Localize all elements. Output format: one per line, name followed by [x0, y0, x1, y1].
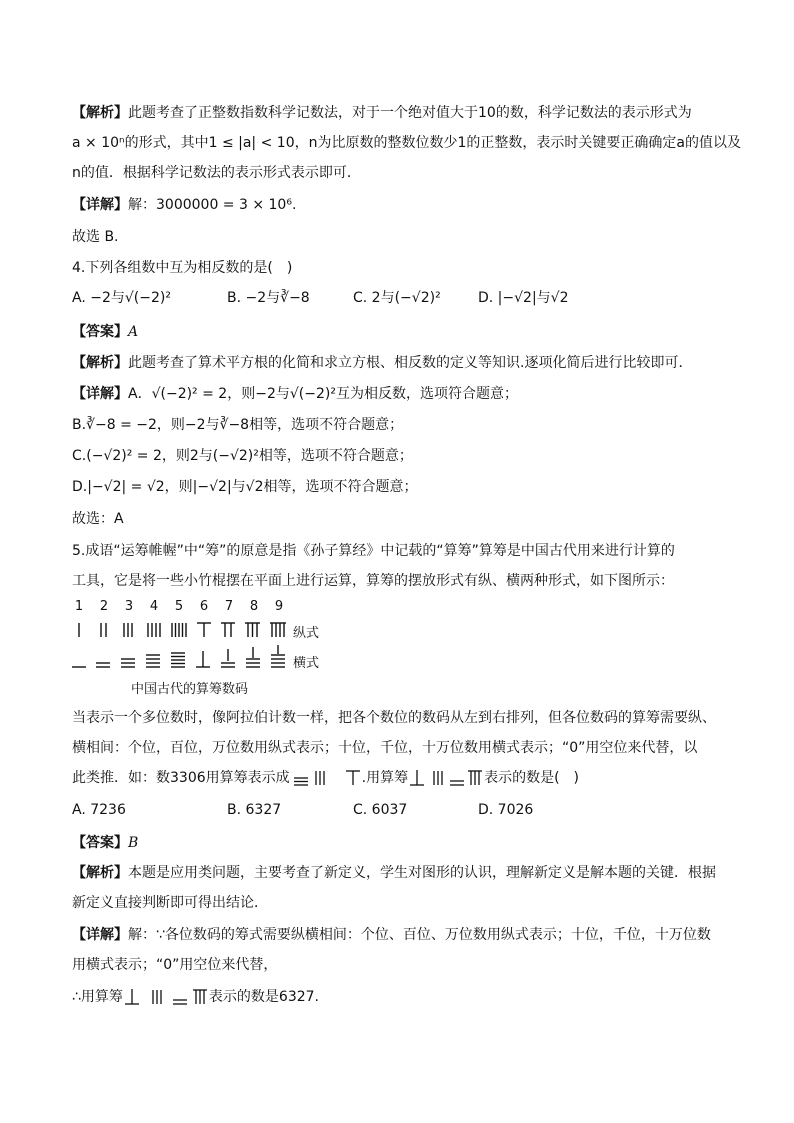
q5-answer: 【答案】B [72, 835, 139, 851]
q4-option-c: C. 2与(−√2)² [353, 290, 441, 306]
q3-analysis-line3: n的值．根据科学记数法的表示形式表示即可． [72, 165, 361, 181]
q4-detail-d: D.|−√2| = √2，则|−√2|与√2相等，选项不符合题意； [72, 479, 418, 495]
q3-conclusion: 故选 B. [72, 229, 119, 245]
q4-stem: 4.下列各组数中互为相反数的是( ) [72, 260, 293, 276]
figure-digit: 1 [74, 599, 84, 614]
q4-detail-a: 【详解】A．√(−2)² = 2，则−2与√(−2)²互为相反数，选项符合题意； [72, 386, 518, 402]
q4-conclusion: 故选：A [72, 511, 124, 527]
q3-detail: 【详解】解：3000000 = 3 × 10⁶. [72, 197, 297, 213]
q3-analysis-line2: a × 10ⁿ的形式，其中1 ≤ |a| < 10，n为比原数的整数位数少1的正整数，表示时关键要正确确定a的值以及 [72, 135, 741, 151]
figure-caption: 中国古代的算筹数码 [131, 682, 249, 697]
figure-digit: 6 [199, 599, 209, 614]
q5-option-c: C. 6037 [353, 802, 408, 818]
q4-option-b: B. −2与∛−8 [227, 290, 310, 306]
q5-stem-line1: 5.成语“运筹帷幄”中“筹”的原意是指《孙子算经》中记载的“算筹”算筹是中国古代用来进行计算的 [72, 543, 675, 559]
horizontal-rods-row [70, 645, 292, 671]
q5-stem-line3: 当表示一个多位数时，像阿拉伯计数一样，把各个数位的数码从左到右排列，但各位数码的算筹需要纵、 [72, 710, 716, 726]
q4-option-a: A. −2与√(−2)² [72, 290, 171, 306]
figure-digit: 7 [224, 599, 234, 614]
q5-stem-line5: 此类推．如：数3306用算筹表示成 .用算筹 表示的数是( ) [72, 770, 580, 786]
q4-option-d: D. |−√2|与√2 [478, 290, 569, 306]
q5-option-d: D. 7026 [478, 802, 534, 818]
figure-digit: 4 [149, 599, 159, 614]
rod-number-3306 [290, 768, 362, 788]
horizontal-label: 横式 [293, 656, 320, 671]
q5-stem-line2: 工具，它是将一些小竹棍摆在平面上进行运算，算筹的摆放形式有纵、横两种形式，如下图所示： [72, 573, 674, 589]
figure-digit: 8 [249, 599, 259, 614]
q4-detail-b: B.∛−8 = −2，则−2与∛−8相等，选项不符合题意； [72, 417, 404, 433]
q4-detail-c: C.(−√2)² = 2，则2与(−√2)²相等，选项不符合题意； [72, 448, 413, 464]
q5-analysis-line2: 新定义直接判断即可得出结论． [72, 895, 268, 911]
q5-stem-line4: 横相间：个位，百位，万位数用纵式表示；十位，千位，十万位数用横式表示；“0”用空位来代替，以 [72, 740, 698, 756]
figure-digit: 3 [124, 599, 134, 614]
q5-detail-line1: 【详解】解：∵各位数码的筹式需要纵横相间：个位、百位、万位数用纵式表示；十位，千位，十万位数 [72, 927, 711, 943]
q5-analysis-line1: 【解析】本题是应用类问题，主要考查了新定义，学生对图形的认识，理解新定义是解本题的关键．根据 [72, 865, 716, 881]
rod-number-6327 [123, 987, 209, 1007]
q3-analysis-line1: 【解析】此题考查了正整数指数科学记数法，对于一个绝对值大于10的数，科学记数法的表示形式为 [72, 105, 692, 121]
q5-detail-line2: 用横式表示；“0”用空位来代替， [72, 957, 278, 973]
q5-option-b: B. 6327 [227, 802, 282, 818]
figure-digit: 5 [174, 599, 184, 614]
vertical-label: 纵式 [293, 626, 320, 641]
figure-digit: 2 [99, 599, 109, 614]
figure-digit: 9 [274, 599, 284, 614]
q4-answer: 【答案】A [72, 324, 139, 340]
q5-option-a: A. 7236 [72, 802, 126, 818]
rod-number-question [408, 768, 484, 788]
q5-detail-line3: ∴用算筹 表示的数是6327. [72, 989, 320, 1005]
q4-analysis: 【解析】此题考查了算术平方根的化简和求立方根、相反数的定义等知识.逐项化简后进行比较即可． [72, 355, 693, 371]
vertical-rods-row [70, 619, 292, 641]
